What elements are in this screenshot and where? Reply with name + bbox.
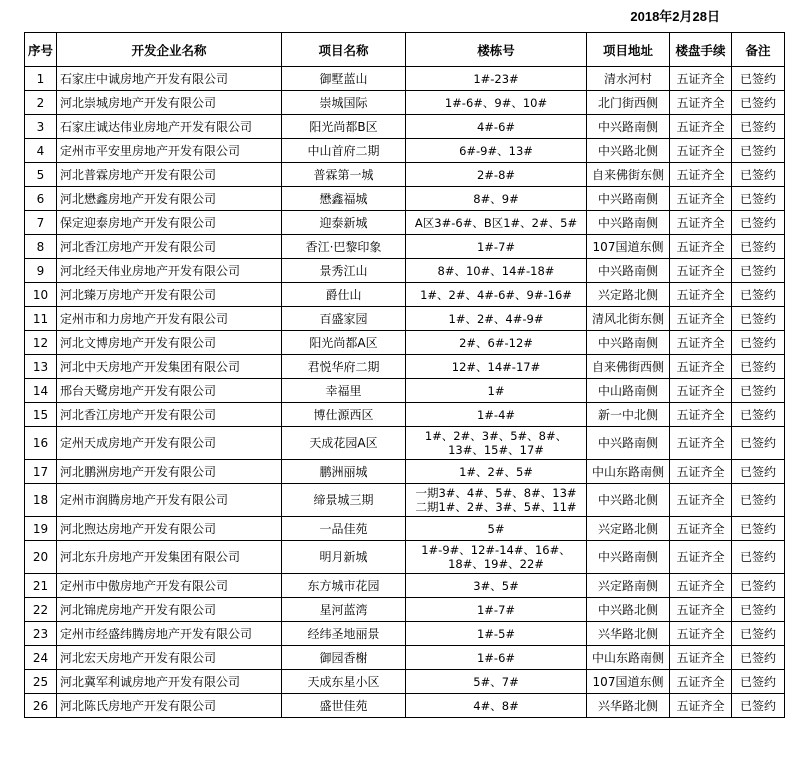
cell-buildings (406, 460, 587, 484)
cell-no: 1 (25, 67, 57, 91)
cell-project: 普霖第一城 (282, 163, 406, 187)
cell-company: 定州市润腾房地产开发有限公司 (57, 484, 282, 517)
cell-procedure: 五证齐全 (670, 622, 732, 646)
cell-project: 东方城市花园 (282, 574, 406, 598)
cell-buildings (406, 163, 587, 187)
cell-no: 3 (25, 115, 57, 139)
table-row (25, 283, 785, 307)
buildings-line: 8#、9# (473, 191, 519, 206)
cell-project: 博仕源西区 (282, 403, 406, 427)
cell-procedure: 五证齐全 (670, 187, 732, 211)
cell-company: 河北鹏洲房地产开发有限公司 (57, 460, 282, 484)
cell-buildings (406, 235, 587, 259)
cell-buildings (406, 307, 587, 331)
buildings-line: 6#-9#、13# (459, 143, 533, 158)
cell-buildings (406, 283, 587, 307)
table-row (25, 427, 785, 460)
table-body (25, 67, 785, 718)
cell-procedure: 五证齐全 (670, 574, 732, 598)
cell-company: 河北陈氏房地产开发有限公司 (57, 694, 282, 718)
buildings-line: 1# (487, 383, 505, 398)
cell-no: 20 (25, 541, 57, 574)
cell-procedure: 五证齐全 (670, 355, 732, 379)
cell-no: 16 (25, 427, 57, 460)
buildings-line: 1#-7# (476, 239, 516, 254)
table-row (25, 379, 785, 403)
cell-project: 明月新城 (282, 541, 406, 574)
cell-address: 中兴路南侧 (587, 331, 670, 355)
buildings-line: A区3#-6#、B区1#、2#、5# (414, 215, 578, 230)
cell-company: 定州市经盛纬腾房地产开发有限公司 (57, 622, 282, 646)
cell-note: 已签约 (732, 484, 785, 517)
table-row (25, 598, 785, 622)
buildings-line: 1#、2#、5# (459, 464, 533, 479)
cell-note: 已签约 (732, 403, 785, 427)
buildings-line: 1#、2#、4#-6#、9#-16# (420, 287, 572, 302)
cell-address: 中兴路南侧 (587, 259, 670, 283)
cell-address: 中兴路南侧 (587, 187, 670, 211)
table-row (25, 67, 785, 91)
cell-no: 5 (25, 163, 57, 187)
cell-procedure: 五证齐全 (670, 460, 732, 484)
cell-procedure: 五证齐全 (670, 115, 732, 139)
buildings-line: 8#、10#、14#-18# (437, 263, 555, 278)
table-row (25, 694, 785, 718)
cell-buildings (406, 622, 587, 646)
housing-projects-table (24, 32, 785, 718)
cell-address: 清水河村 (587, 67, 670, 91)
cell-buildings (406, 574, 587, 598)
buildings-line: 1#、2#、4#-9# (448, 311, 544, 326)
cell-address: 兴华路北侧 (587, 694, 670, 718)
cell-company: 邢台天鹭房地产开发有限公司 (57, 379, 282, 403)
cell-procedure: 五证齐全 (670, 307, 732, 331)
cell-address: 兴定路南侧 (587, 574, 670, 598)
cell-address: 清风北街东侧 (587, 307, 670, 331)
cell-address: 中兴路南侧 (587, 115, 670, 139)
cell-note: 已签约 (732, 259, 785, 283)
header-company: 开发企业名称 (57, 33, 282, 67)
cell-no: 15 (25, 403, 57, 427)
cell-project: 君悦华府二期 (282, 355, 406, 379)
cell-company: 定州市和力房地产开发有限公司 (57, 307, 282, 331)
cell-address: 中兴路北侧 (587, 139, 670, 163)
cell-company: 定州市平安里房地产开发有限公司 (57, 139, 282, 163)
cell-procedure: 五证齐全 (670, 139, 732, 163)
header-no: 序号 (25, 33, 57, 67)
table-row (25, 517, 785, 541)
table-row (25, 646, 785, 670)
table-row (25, 211, 785, 235)
cell-project: 经纬圣地丽景 (282, 622, 406, 646)
cell-note: 已签约 (732, 517, 785, 541)
table-row (25, 541, 785, 574)
cell-company: 河北东升房地产开发集团有限公司 (57, 541, 282, 574)
table-row (25, 259, 785, 283)
table-row (25, 460, 785, 484)
cell-note: 已签约 (732, 598, 785, 622)
cell-address: 兴定路北侧 (587, 283, 670, 307)
buildings-line: 3#、5# (473, 578, 519, 593)
cell-project: 懋鑫福城 (282, 187, 406, 211)
cell-buildings (406, 598, 587, 622)
cell-procedure: 五证齐全 (670, 403, 732, 427)
buildings-line: 4#、8# (473, 698, 519, 713)
cell-note: 已签约 (732, 622, 785, 646)
cell-note: 已签约 (732, 283, 785, 307)
cell-project: 星河蓝湾 (282, 598, 406, 622)
cell-company: 保定迎泰房地产开发有限公司 (57, 211, 282, 235)
cell-procedure: 五证齐全 (670, 517, 732, 541)
cell-project: 缔景城三期 (282, 484, 406, 517)
cell-project: 爵仕山 (282, 283, 406, 307)
cell-no: 9 (25, 259, 57, 283)
buildings-line: 一期3#、4#、5#、8#、13# (415, 486, 577, 500)
cell-address: 兴华路北侧 (587, 622, 670, 646)
table-row (25, 307, 785, 331)
cell-procedure: 五证齐全 (670, 646, 732, 670)
cell-no: 6 (25, 187, 57, 211)
cell-note: 已签约 (732, 460, 785, 484)
header-project: 项目名称 (282, 33, 406, 67)
cell-note: 已签约 (732, 307, 785, 331)
buildings-line: 1#-5# (476, 626, 516, 641)
cell-buildings (406, 646, 587, 670)
cell-company: 河北经天伟业房地产开发有限公司 (57, 259, 282, 283)
cell-no: 21 (25, 574, 57, 598)
cell-project: 阳光尚都B区 (282, 115, 406, 139)
cell-procedure: 五证齐全 (670, 163, 732, 187)
header-address: 项目地址 (587, 33, 670, 67)
cell-buildings (406, 517, 587, 541)
cell-project: 香江·巴黎印象 (282, 235, 406, 259)
cell-note: 已签约 (732, 115, 785, 139)
cell-buildings (406, 379, 587, 403)
cell-procedure: 五证齐全 (670, 67, 732, 91)
table-row (25, 115, 785, 139)
cell-no: 4 (25, 139, 57, 163)
cell-company: 河北煦达房地产开发有限公司 (57, 517, 282, 541)
cell-company: 河北锦虎房地产开发有限公司 (57, 598, 282, 622)
cell-note: 已签约 (732, 574, 785, 598)
cell-buildings (406, 694, 587, 718)
cell-no: 12 (25, 331, 57, 355)
cell-buildings (406, 91, 587, 115)
cell-note: 已签约 (732, 331, 785, 355)
cell-address: 新一中北侧 (587, 403, 670, 427)
cell-company: 定州市中傲房地产开发有限公司 (57, 574, 282, 598)
header-buildings: 楼栋号 (406, 33, 587, 67)
cell-procedure: 五证齐全 (670, 427, 732, 460)
cell-procedure: 五证齐全 (670, 670, 732, 694)
cell-address: 中兴路南侧 (587, 211, 670, 235)
table-row (25, 139, 785, 163)
cell-buildings (406, 355, 587, 379)
cell-project: 百盛家园 (282, 307, 406, 331)
cell-project: 天成东星小区 (282, 670, 406, 694)
cell-note: 已签约 (732, 91, 785, 115)
cell-no: 2 (25, 91, 57, 115)
table-row (25, 403, 785, 427)
table-row (25, 235, 785, 259)
cell-buildings (406, 211, 587, 235)
cell-company: 河北香江房地产开发有限公司 (57, 235, 282, 259)
cell-address: 北门街西侧 (587, 91, 670, 115)
cell-address: 中山路南侧 (587, 379, 670, 403)
cell-note: 已签约 (732, 187, 785, 211)
buildings-line: 18#、19#、22# (448, 557, 544, 571)
cell-procedure: 五证齐全 (670, 379, 732, 403)
cell-no: 7 (25, 211, 57, 235)
cell-no: 24 (25, 646, 57, 670)
cell-project: 盛世佳苑 (282, 694, 406, 718)
cell-note: 已签约 (732, 670, 785, 694)
cell-address: 中兴路南侧 (587, 427, 670, 460)
header-procedure: 楼盘手续 (670, 33, 732, 67)
cell-address: 中兴路北侧 (587, 598, 670, 622)
cell-project: 鹏洲丽城 (282, 460, 406, 484)
buildings-line: 1#-7# (476, 602, 516, 617)
cell-company: 河北臻万房地产开发有限公司 (57, 283, 282, 307)
cell-buildings (406, 115, 587, 139)
cell-note: 已签约 (732, 427, 785, 460)
cell-note: 已签约 (732, 379, 785, 403)
table-row (25, 670, 785, 694)
buildings-line: 1#-6#、9#、10# (444, 95, 548, 110)
cell-project: 一品佳苑 (282, 517, 406, 541)
cell-no: 25 (25, 670, 57, 694)
buildings-line: 4#-6# (476, 119, 516, 134)
cell-project: 迎泰新城 (282, 211, 406, 235)
cell-address: 自来佛街西侧 (587, 355, 670, 379)
cell-buildings (406, 427, 587, 460)
cell-buildings (406, 139, 587, 163)
cell-note: 已签约 (732, 235, 785, 259)
cell-buildings (406, 331, 587, 355)
cell-project: 御墅蓝山 (282, 67, 406, 91)
table-row (25, 574, 785, 598)
table-header-row (25, 33, 785, 67)
table-row (25, 331, 785, 355)
cell-company: 河北文博房地产开发有限公司 (57, 331, 282, 355)
cell-procedure: 五证齐全 (670, 484, 732, 517)
cell-note: 已签约 (732, 211, 785, 235)
cell-project: 景秀江山 (282, 259, 406, 283)
cell-buildings (406, 67, 587, 91)
buildings-line: 1#、2#、3#、5#、8#、 (424, 429, 568, 443)
cell-company: 河北香江房地产开发有限公司 (57, 403, 282, 427)
cell-note: 已签约 (732, 541, 785, 574)
cell-company: 定州天成房地产开发有限公司 (57, 427, 282, 460)
cell-address: 中山东路南侧 (587, 460, 670, 484)
cell-buildings (406, 403, 587, 427)
cell-note: 已签约 (732, 694, 785, 718)
buildings-line: 1#-9#、12#-14#、16#、 (421, 543, 571, 557)
buildings-line: 5# (487, 521, 505, 536)
cell-no: 10 (25, 283, 57, 307)
buildings-line: 1#-6# (476, 650, 516, 665)
cell-procedure: 五证齐全 (670, 331, 732, 355)
cell-buildings (406, 670, 587, 694)
cell-project: 幸福里 (282, 379, 406, 403)
cell-address: 107国道东侧 (587, 670, 670, 694)
cell-project: 中山首府二期 (282, 139, 406, 163)
header-note: 备注 (732, 33, 785, 67)
buildings-line: 2#、6#-12# (459, 335, 533, 350)
cell-no: 22 (25, 598, 57, 622)
table-row (25, 187, 785, 211)
cell-project: 天成花园A区 (282, 427, 406, 460)
table-row (25, 91, 785, 115)
table-row (25, 355, 785, 379)
cell-procedure: 五证齐全 (670, 283, 732, 307)
buildings-line: 1#-23# (473, 71, 519, 86)
cell-no: 18 (25, 484, 57, 517)
cell-address: 自来佛街东侧 (587, 163, 670, 187)
table-row (25, 163, 785, 187)
cell-procedure: 五证齐全 (670, 598, 732, 622)
buildings-line: 二期1#、2#、3#、5#、11# (415, 500, 577, 514)
cell-procedure: 五证齐全 (670, 694, 732, 718)
cell-company: 石家庄中诚房地产开发有限公司 (57, 67, 282, 91)
cell-procedure: 五证齐全 (670, 541, 732, 574)
cell-no: 13 (25, 355, 57, 379)
cell-address: 中兴路北侧 (587, 484, 670, 517)
cell-company: 河北普霖房地产开发有限公司 (57, 163, 282, 187)
buildings-line: 2#-8# (476, 167, 516, 182)
cell-buildings (406, 187, 587, 211)
table-row (25, 484, 785, 517)
cell-no: 23 (25, 622, 57, 646)
cell-note: 已签约 (732, 646, 785, 670)
cell-buildings (406, 259, 587, 283)
cell-project: 崇城国际 (282, 91, 406, 115)
cell-company: 河北冀军利诚房地产开发有限公司 (57, 670, 282, 694)
buildings-line: 5#、7# (473, 674, 519, 689)
cell-note: 已签约 (732, 163, 785, 187)
cell-address: 中山东路南侧 (587, 646, 670, 670)
cell-company: 河北懋鑫房地产开发有限公司 (57, 187, 282, 211)
cell-no: 11 (25, 307, 57, 331)
cell-address: 中兴路南侧 (587, 541, 670, 574)
cell-company: 河北宏天房地产开发有限公司 (57, 646, 282, 670)
cell-procedure: 五证齐全 (670, 259, 732, 283)
cell-note: 已签约 (732, 355, 785, 379)
cell-buildings (406, 541, 587, 574)
cell-project: 阳光尚都A区 (282, 331, 406, 355)
cell-address: 兴定路北侧 (587, 517, 670, 541)
cell-note: 已签约 (732, 139, 785, 163)
cell-company: 河北中天房地产开发集团有限公司 (57, 355, 282, 379)
cell-no: 19 (25, 517, 57, 541)
cell-no: 26 (25, 694, 57, 718)
buildings-line: 12#、14#-17# (451, 359, 541, 374)
buildings-line: 1#-4# (476, 407, 516, 422)
cell-buildings (406, 484, 587, 517)
cell-procedure: 五证齐全 (670, 211, 732, 235)
report-date: 2018年2月28日 (630, 9, 720, 24)
cell-project: 御园香榭 (282, 646, 406, 670)
cell-company: 石家庄诚达伟业房地产开发有限公司 (57, 115, 282, 139)
cell-no: 17 (25, 460, 57, 484)
cell-no: 8 (25, 235, 57, 259)
table-row (25, 622, 785, 646)
cell-note: 已签约 (732, 67, 785, 91)
cell-company: 河北崇城房地产开发有限公司 (57, 91, 282, 115)
cell-no: 14 (25, 379, 57, 403)
cell-procedure: 五证齐全 (670, 91, 732, 115)
cell-address: 107国道东侧 (587, 235, 670, 259)
cell-procedure: 五证齐全 (670, 235, 732, 259)
buildings-line: 13#、15#、17# (448, 443, 544, 457)
